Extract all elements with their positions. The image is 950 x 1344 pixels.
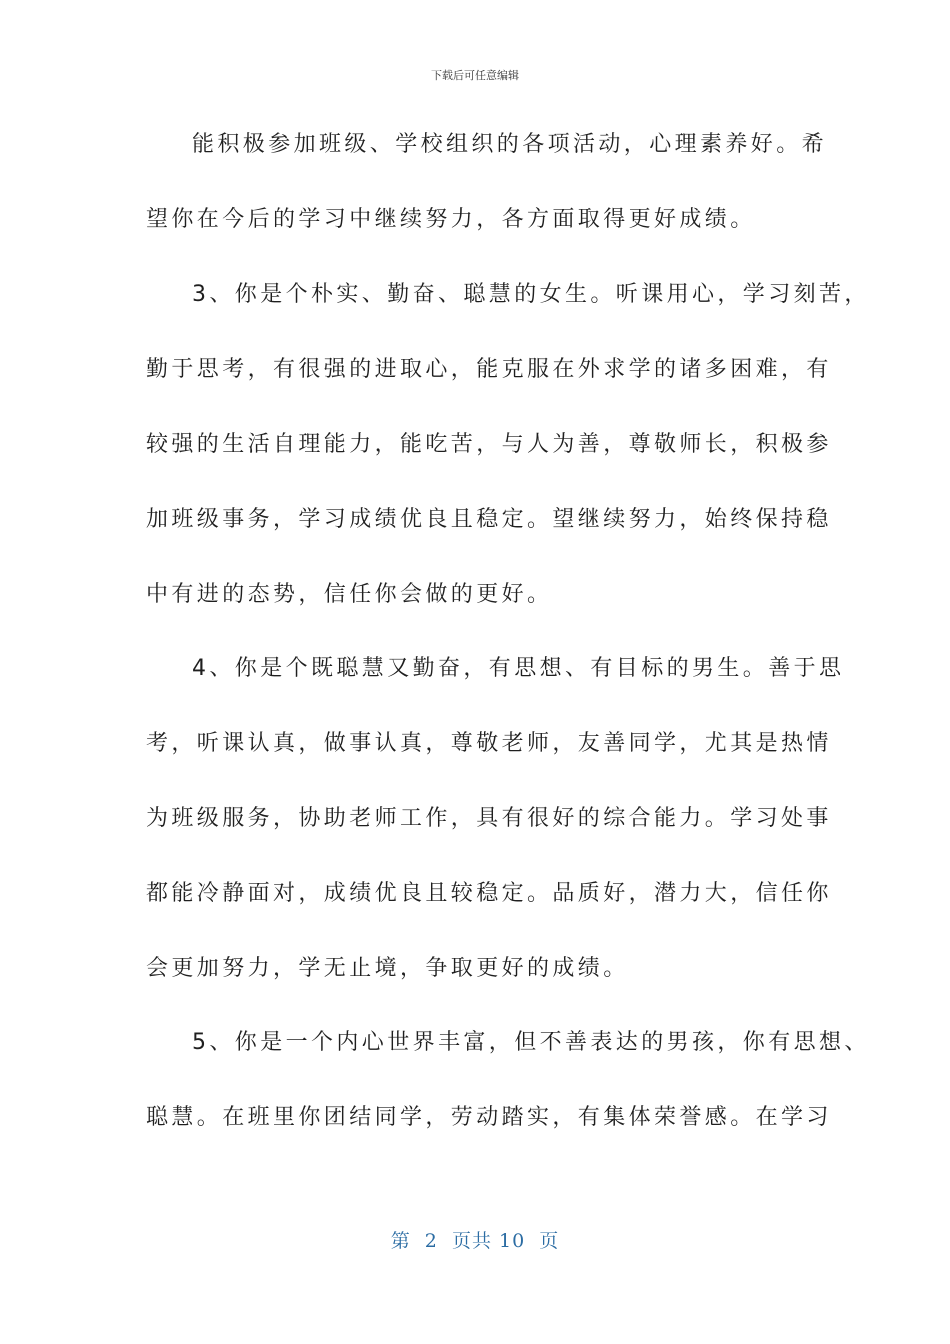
body-line: 会更加努力，学无止境，争取更好的成绩。 (146, 956, 629, 981)
body-line: 都能冷静面对，成绩优良且较稳定。品质好，潜力大，信任你 (146, 881, 832, 906)
body-line: 望你在今后的学习中继续努力，各方面取得更好成绩。 (146, 207, 756, 232)
body-line: 中有进的态势，信任你会做的更好。 (146, 582, 553, 607)
body-line: 3、你是个朴实、勤奋、聪慧的女生。听课用心，学习刻苦， (192, 282, 870, 307)
body-line: 勤于思考，有很强的进取心，能克服在外求学的诸多困难，有 (146, 357, 832, 382)
body-line: 能积极参加班级、学校组织的各项活动，心理素养好。希 (192, 132, 828, 157)
page-header: 下载后可任意编辑 (431, 69, 519, 82)
page-number-footer: 第 2 页共 10 页 (390, 1230, 560, 1252)
body-line: 加班级事务，学习成绩优良且稳定。望继续努力，始终保持稳 (146, 507, 832, 532)
body-line: 4、你是个既聪慧又勤奋，有思想、有目标的男生。善于思 (192, 656, 845, 681)
body-line: 较强的生活自理能力，能吃苦，与人为善，尊敬师长，积极参 (146, 432, 832, 457)
body-line: 5、你是一个内心世界丰富，但不善表达的男孩，你有思想、 (192, 1030, 870, 1055)
body-line: 聪慧。在班里你团结同学，劳动踏实，有集体荣誉感。在学习 (146, 1105, 832, 1130)
body-line: 为班级服务，协助老师工作，具有很好的综合能力。学习处事 (146, 806, 832, 831)
body-line: 考，听课认真，做事认真，尊敬老师，友善同学，尤其是热情 (146, 731, 832, 756)
